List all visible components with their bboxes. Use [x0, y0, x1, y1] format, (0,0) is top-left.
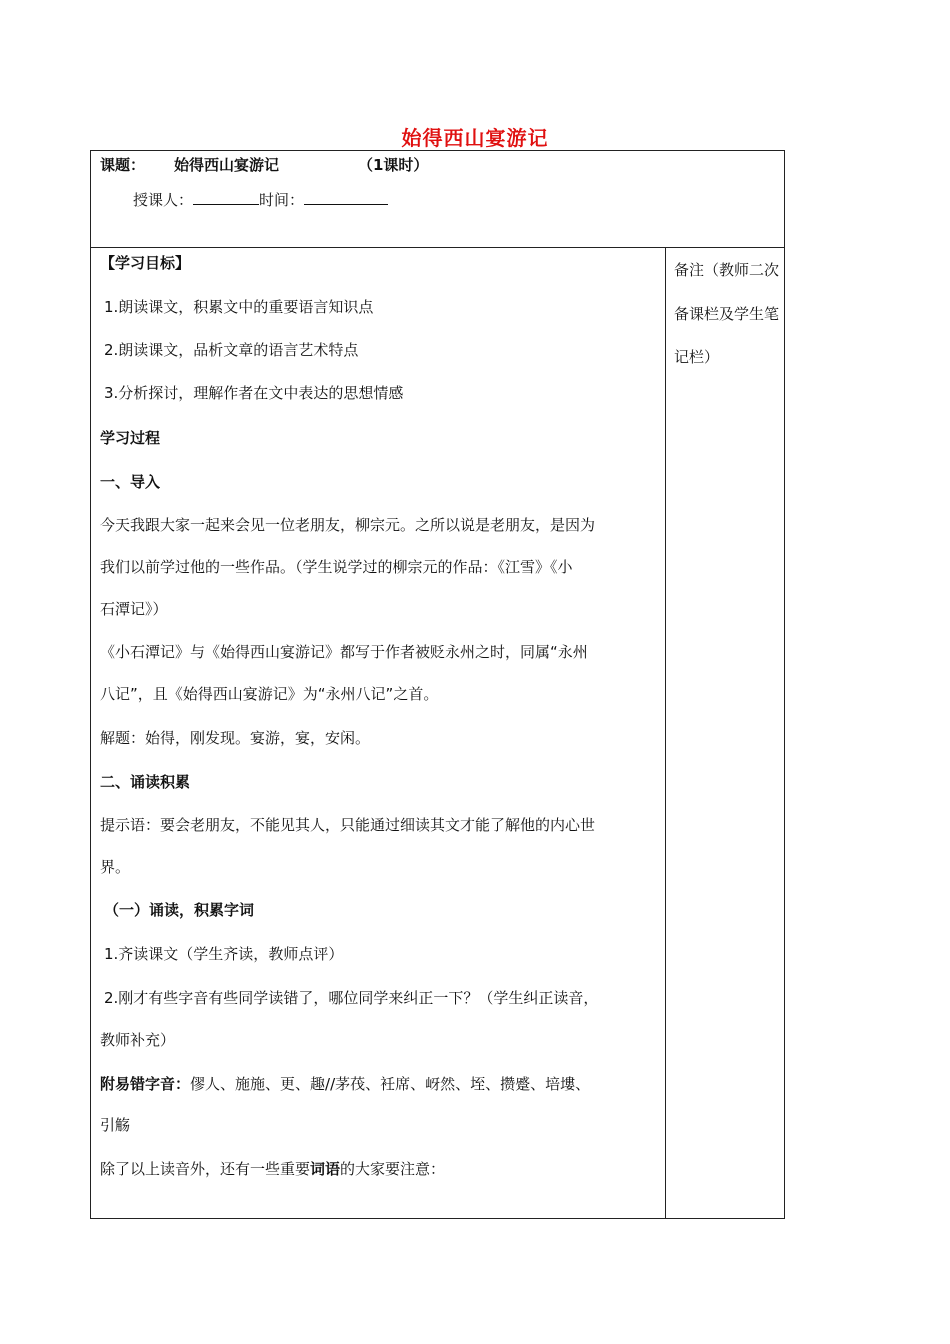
errors-list: 僇人、施施、更、趣//茅茷、衽席、岈然、垤、攒蹙、培塿、	[190, 1075, 591, 1093]
step-2-line-1: 2.刚才有些字音有些同学读错了，哪位同学来纠正一下？（学生纠正读音，	[104, 989, 599, 1007]
recite-paragraph-line-2: 界。	[100, 858, 131, 876]
intro-heading: 一、导入	[100, 473, 161, 491]
teacher-row	[133, 189, 388, 210]
words-note	[100, 1158, 445, 1179]
words-post: 的大家要注意：	[340, 1160, 446, 1178]
errors-label: 附易错字音：	[100, 1075, 191, 1093]
topic-label: 课题：	[100, 156, 146, 174]
errors-line-1	[100, 1073, 590, 1094]
words-bold: 词语	[310, 1160, 341, 1178]
recite-paragraph-line-1: 提示语：要会老朋友，不能见其人，只能通过细读其文才能了解他的内心世	[100, 816, 596, 834]
intro-paragraph-3: 解题：始得，刚发现。宴游，宴，安闲。	[100, 729, 371, 747]
topic-value: 始得西山宴游记	[174, 156, 280, 174]
objective-1: 1.朗读课文，积累文中的重要语言知识点	[104, 298, 374, 316]
objective-2: 2.朗读课文，品析文章的语言艺术特点	[104, 341, 359, 359]
document-title: 始得西山宴游记	[401, 126, 549, 150]
sub1-heading: （一）诵读，积累字词	[104, 901, 255, 919]
time-label: 时间：	[259, 191, 305, 209]
process-heading: 学习过程	[100, 429, 161, 447]
objectives-heading: 【学习目标】	[100, 254, 191, 272]
intro-paragraph-1-line-2: 我们以前学过他的一些作品。（学生说学过的柳宗元的作品：《江雪》《小	[100, 558, 573, 576]
notes-label: 备注（教师二次备课栏及学生笔记栏）	[674, 261, 780, 366]
step-1: 1.齐读课文（学生齐读，教师点评）	[104, 945, 344, 963]
notes-box	[665, 247, 785, 1219]
errors-line-2: 引觞	[100, 1116, 131, 1134]
intro-paragraph-1-line-1: 今天我跟大家一起来会见一位老朋友，柳宗元。之所以说是老朋友，是因为	[100, 516, 596, 534]
intro-paragraph-2-line-2: 八记”，且《始得西山宴游记》为“永州八记”之首。	[100, 685, 439, 703]
objective-3: 3.分析探讨，理解作者在文中表达的思想情感	[104, 384, 404, 402]
teacher-label: 授课人：	[133, 191, 194, 209]
words-pre: 除了以上读音外，还有一些重要	[100, 1160, 311, 1178]
period-label: （1课时）	[358, 156, 429, 174]
time-blank[interactable]	[304, 190, 388, 205]
intro-paragraph-2-line-1: 《小石潭记》与《始得西山宴游记》都写于作者被贬永州之时，同属“永州	[100, 643, 588, 661]
teacher-blank[interactable]	[193, 190, 259, 205]
recite-heading: 二、诵读积累	[100, 773, 191, 791]
step-2-line-2: 教师补充）	[100, 1031, 176, 1049]
intro-paragraph-1-line-3: 石潭记》）	[100, 600, 168, 618]
